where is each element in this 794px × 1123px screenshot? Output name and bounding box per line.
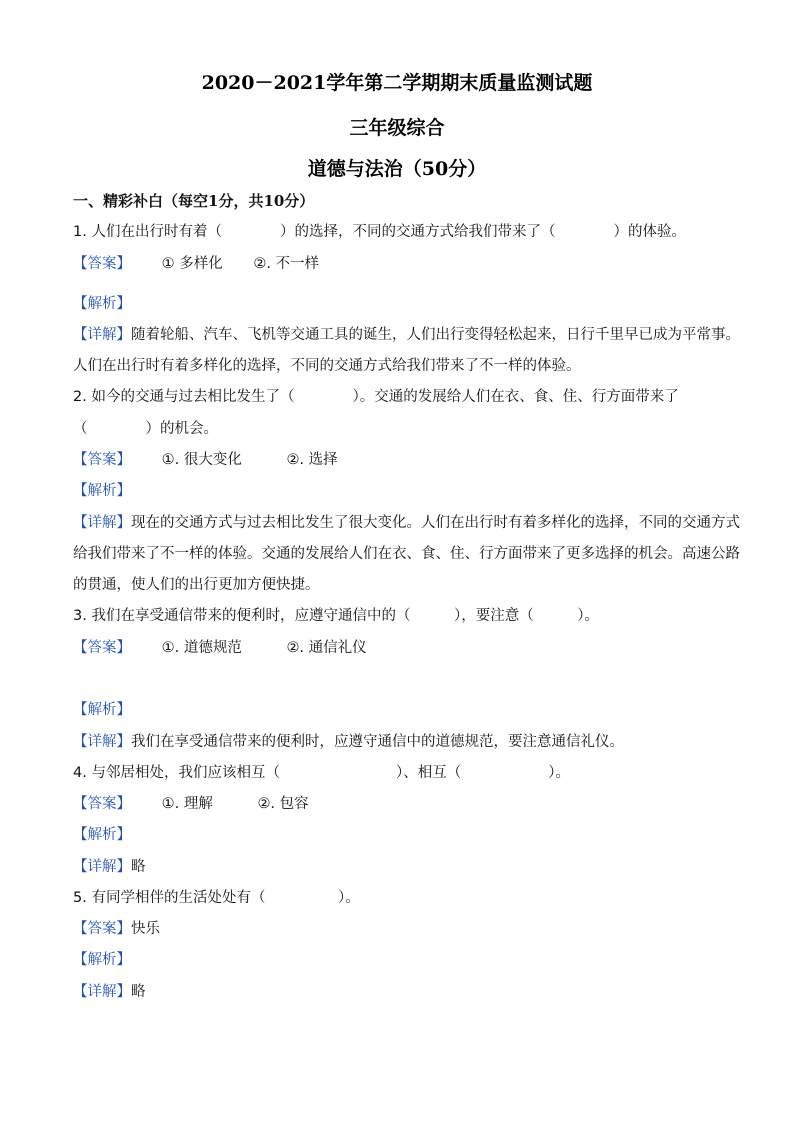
question-2-answer xyxy=(73,449,733,471)
question-3-stem: 3. 我们在享受通信带来的便利时，应遵守通信中的（ ），要注意（ ）。 xyxy=(73,608,599,624)
question-4-analysis-label: 【解析】 xyxy=(73,827,131,843)
detail-label: 【详解】 xyxy=(73,327,131,343)
exam-title: 2020－2021学年第二学期期末质量监测试题 xyxy=(201,72,593,94)
answer-label: 【答案】 xyxy=(73,796,131,812)
answer-1: ① 多样化 xyxy=(161,256,223,272)
answer-2: ②. 包容 xyxy=(257,796,309,812)
question-5-stem: 5. 有同学相伴的生活处处有（ ）。 xyxy=(73,890,360,906)
answer-2: ②. 选择 xyxy=(286,452,338,468)
question-4-detail xyxy=(73,856,733,878)
detail-text: 随着轮船、汽车、飞机等交通工具的诞生，人们出行变得轻松起来，日行千里早已成为平常事。 xyxy=(131,327,740,343)
answer-1: ①. 很大变化 xyxy=(161,452,242,468)
question-1-detail xyxy=(73,324,740,346)
question-1-detail-cont: 人们在出行时有着多样化的选择，不同的交通方式给我们带来了不一样的体验。 xyxy=(73,358,581,374)
question-2-stem: 2. 如今的交通与过去相比发生了（ ）。交通的发展给人们在衣、食、住、行方面带来了 xyxy=(73,389,679,405)
question-2-detail xyxy=(73,512,740,534)
question-5-answer xyxy=(73,918,733,940)
question-2-analysis-label: 【解析】 xyxy=(73,483,131,499)
answer-label: 【答案】 xyxy=(73,640,131,656)
question-1-stem: 1. 人们在出行时有着（ ）的选择，不同的交通方式给我们带来了（ ）的体验。 xyxy=(73,224,686,240)
question-2-detail-cont2: 的贯通，使人们的出行更加方便快捷。 xyxy=(73,577,320,593)
detail-text: 现在的交通方式与过去相比发生了很大变化。人们在出行时有着多样化的选择，不同的交通方式 xyxy=(131,515,740,531)
question-4-stem: 4. 与邻居相处，我们应该相互（ ）、相互（ ）。 xyxy=(73,765,570,781)
question-2-detail-cont: 给我们带来了不一样的体验。交通的发展给人们在衣、食、住、行方面带来了更多选择的机会。高速公路 xyxy=(73,546,740,562)
detail-label: 【详解】 xyxy=(73,859,131,875)
question-1-analysis-label: 【解析】 xyxy=(73,296,131,312)
question-4-answer xyxy=(73,793,733,815)
exam-grade: 三年级综合 xyxy=(349,117,445,139)
question-3-analysis-label: 【解析】 xyxy=(73,702,131,718)
exam-subject: 道德与法治（50分） xyxy=(307,158,487,180)
answer-1: ①. 理解 xyxy=(161,796,213,812)
detail-text: 略 xyxy=(131,984,146,1000)
question-3-answer xyxy=(73,637,733,659)
question-2-stem-cont: （ ）的机会。 xyxy=(73,421,218,437)
answer-2: ②. 通信礼仪 xyxy=(286,640,367,656)
question-5-detail xyxy=(73,981,733,1003)
detail-text: 我们在享受通信带来的便利时，应遵守通信中的道德规范，要注意通信礼仪。 xyxy=(131,734,624,750)
section-heading: 一、精彩补白（每空1分，共10分） xyxy=(73,192,315,210)
answer-label: 【答案】 xyxy=(73,452,131,468)
detail-label: 【详解】 xyxy=(73,984,131,1000)
answer-2: ②. 不一样 xyxy=(253,256,320,272)
detail-text: 略 xyxy=(131,859,146,875)
question-1-answer xyxy=(73,253,733,275)
answer-label: 【答案】 xyxy=(73,256,131,272)
answer-1: 快乐 xyxy=(131,921,160,937)
answer-label: 【答案】 xyxy=(73,921,131,937)
detail-label: 【详解】 xyxy=(73,734,131,750)
question-3-detail xyxy=(73,731,733,753)
answer-1: ①. 道德规范 xyxy=(161,640,242,656)
detail-label: 【详解】 xyxy=(73,515,131,531)
question-5-analysis-label: 【解析】 xyxy=(73,952,131,968)
